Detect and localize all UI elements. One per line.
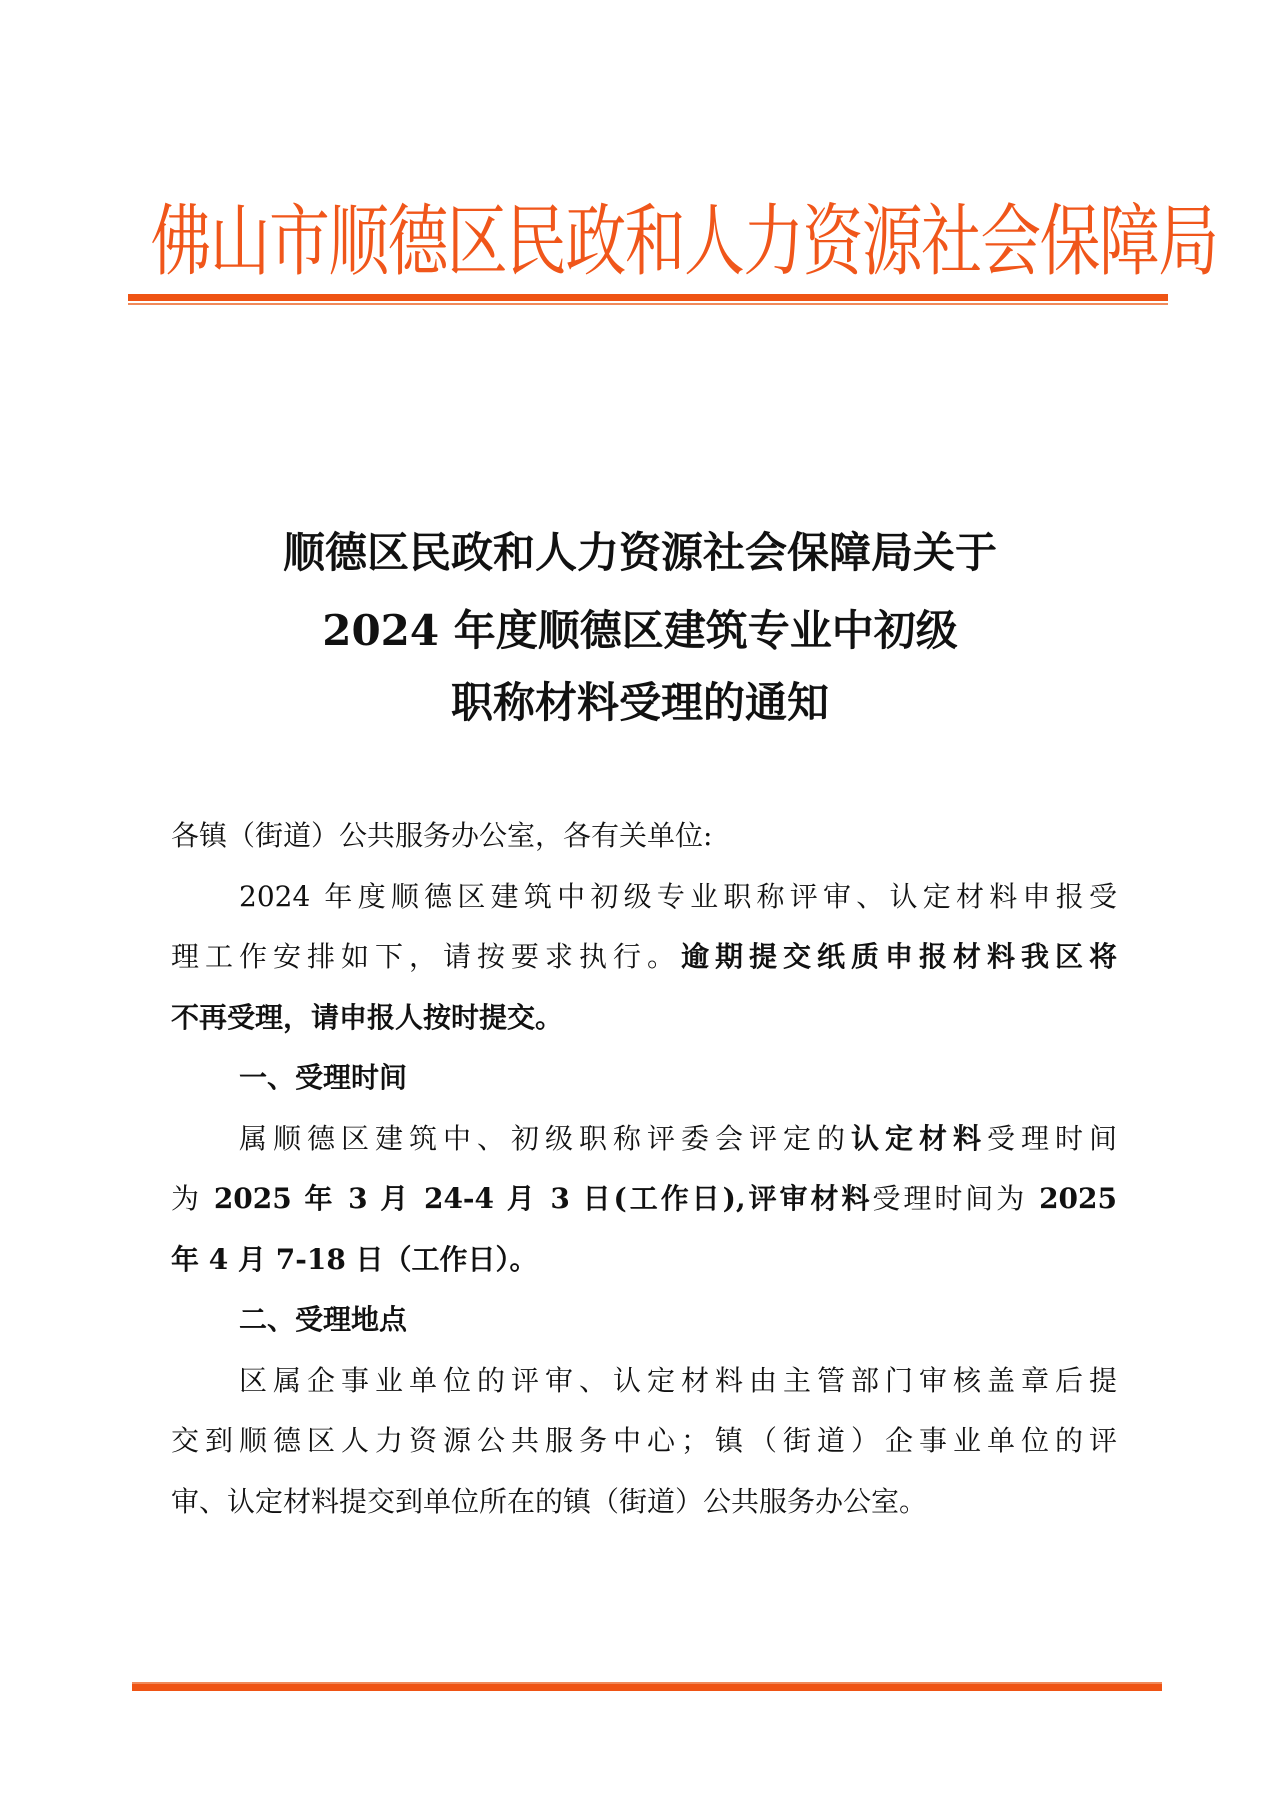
letterhead-divider bbox=[128, 294, 1168, 305]
document-title-line-2: 2024 年度顺德区建筑专业中初级 bbox=[322, 606, 958, 655]
body-text: 审、认定材料提交到单位所在的镇（街道）公共服务办公室。 bbox=[171, 1484, 928, 1518]
org-name-text: 佛山市顺德区民政和人力资源社会保障局 bbox=[150, 197, 1218, 287]
document-title-line-3: 职称材料受理的通知 bbox=[450, 678, 829, 727]
body-line bbox=[171, 994, 1117, 1055]
body-line bbox=[171, 1478, 1117, 1539]
body-line bbox=[171, 1357, 1117, 1418]
body-line bbox=[171, 1236, 1117, 1297]
emphasized-text: 逾期提交纸质申报材料我区将 bbox=[681, 940, 1117, 973]
footer-divider bbox=[132, 1680, 1162, 1691]
body-text: 为 bbox=[171, 1182, 214, 1215]
body-line bbox=[171, 1175, 1117, 1236]
emphasized-text: 年 4 月 7-18 日（工作日）。 bbox=[171, 1242, 538, 1276]
body-text: 理工作安排如下，请按要求执行。 bbox=[171, 940, 681, 973]
emphasized-text: 评审材料 bbox=[745, 1182, 873, 1215]
emphasized-text: 认定材料 bbox=[850, 1121, 987, 1155]
document-body bbox=[171, 812, 1117, 1538]
section-heading bbox=[171, 1296, 1117, 1357]
body-line bbox=[171, 1115, 1117, 1176]
body-text: 属顺德区建筑中、初级职称评委会评定的 bbox=[239, 1121, 851, 1155]
emphasized-text: 一、受理时间 bbox=[239, 1061, 408, 1094]
emphasized-text: 不再受理，请申报人按时提交。 bbox=[171, 1000, 564, 1034]
letterhead-org-name bbox=[0, 196, 1280, 288]
document-title-line-1: 顺德区民政和人力资源社会保障局关于 bbox=[282, 528, 997, 577]
body-text: 受理时间为 bbox=[872, 1182, 1040, 1215]
emphasized-text: 二、受理地点 bbox=[239, 1303, 408, 1336]
body-text: 交到顺德区人力资源公共服务中心；镇（街道）企事业单位的评 bbox=[171, 1424, 1117, 1457]
body-text: 2024 年度顺德区建筑中初级专业职称评审、认定材料申报受 bbox=[239, 879, 1117, 913]
body-line bbox=[171, 873, 1117, 934]
body-text: 区属企事业单位的评审、认定材料由主管部门审核盖章后提 bbox=[239, 1363, 1117, 1397]
body-line bbox=[171, 933, 1117, 994]
body-text: 受理时间 bbox=[986, 1121, 1117, 1155]
body-line bbox=[171, 812, 1117, 873]
body-text: 各镇（街道）公共服务办公室，各有关单位: bbox=[171, 819, 713, 852]
body-line bbox=[171, 1417, 1117, 1478]
emphasized-text: 2025 年 3 月 24-4 月 3 日(工作日), bbox=[213, 1182, 746, 1215]
emphasized-text: 2025 bbox=[1039, 1182, 1117, 1215]
section-heading bbox=[171, 1054, 1117, 1115]
